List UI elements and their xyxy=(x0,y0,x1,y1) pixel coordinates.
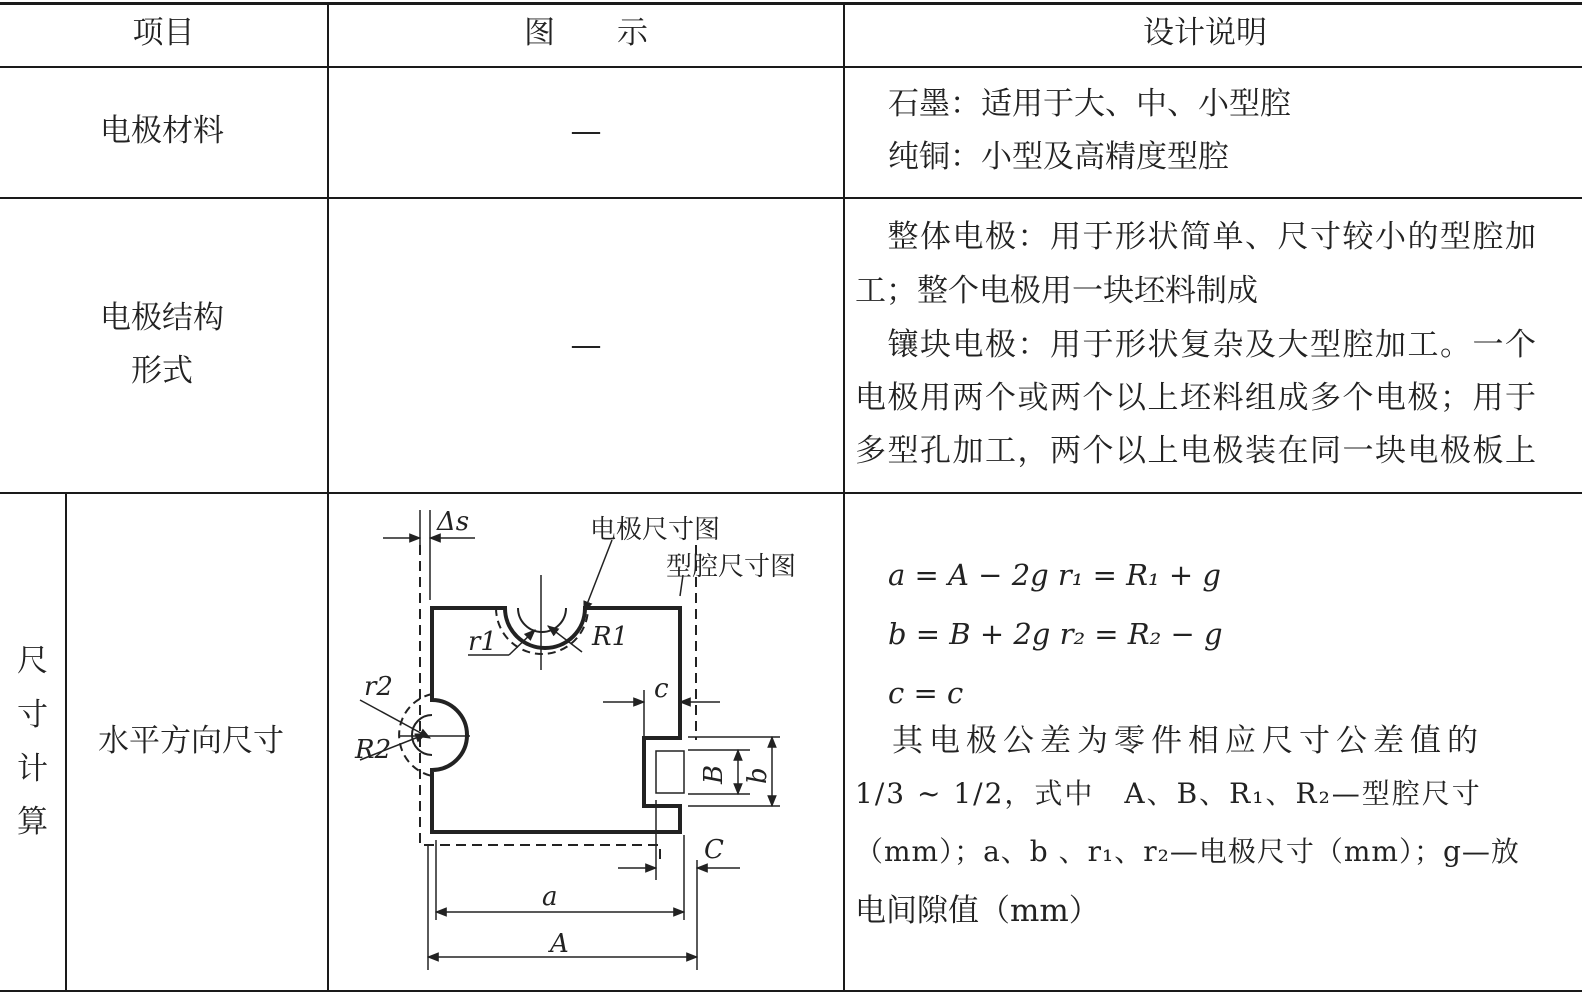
group-label-char4: 算 xyxy=(17,804,48,840)
header-bottom-border xyxy=(0,66,1582,68)
row2-bottom-border xyxy=(0,492,1582,494)
row2-desc-line1: 整体电极：用于形状简单、尺寸较小的型腔加 xyxy=(855,219,1538,255)
diagram-label-C: C xyxy=(704,835,724,865)
formula-line1: a = A − 2g r₁ = R₁ + g xyxy=(888,558,1221,592)
diagram-label-r1: r1 xyxy=(468,627,497,657)
electrode-size-diagram xyxy=(345,500,835,980)
diagram-label-R2: R2 xyxy=(355,735,392,765)
diagram-label-B: B xyxy=(699,764,729,784)
group-label-char3: 计 xyxy=(17,751,48,787)
row2-desc-line2: 工；整个电极用一块坯料制成 xyxy=(855,273,1258,309)
row2-item-line1: 电极结构 xyxy=(100,300,224,336)
row3-desc-line3: （mm）；a、b 、r₁、r₂—电极尺寸（mm）；g—放 xyxy=(855,835,1520,868)
header-figure: 图 示 xyxy=(524,15,648,51)
row1-bottom-border xyxy=(0,197,1582,199)
formula-line3: c = c xyxy=(888,676,964,710)
diagram-label-a: a xyxy=(542,882,558,912)
diagram-label-r2: r2 xyxy=(364,672,393,702)
diagram-label-c: c xyxy=(654,674,669,704)
diagram-label-A: A xyxy=(550,929,569,959)
row1-item: 电极材料 xyxy=(100,113,224,149)
row2-desc-line4: 电极用两个或两个以上坯料组成多个电极；用于 xyxy=(855,380,1538,416)
header-item: 项目 xyxy=(132,15,195,51)
row2-desc-line3: 镶块电极：用于形状复杂及大型腔加工。一个 xyxy=(855,327,1538,363)
table-top-border xyxy=(0,2,1582,5)
row1-desc-line2: 纯铜：小型及高精度型腔 xyxy=(888,139,1229,175)
diagram-label-delta-s: Δs xyxy=(437,507,470,537)
row3-desc-line2: 1/3 ~ 1/2，式中 A、B、R₁、R₂—型腔尺寸 xyxy=(855,777,1482,810)
diagram-label-electrode: 电极尺寸图 xyxy=(590,515,721,545)
diagram-label-R1: R1 xyxy=(592,622,629,652)
col-divider-2 xyxy=(843,2,845,992)
formula-line2: b = B + 2g r₂ = R₂ − g xyxy=(888,617,1223,651)
row1-figure: — xyxy=(570,113,602,149)
header-description: 设计说明 xyxy=(1143,15,1267,51)
row2-item-line2: 形式 xyxy=(131,353,193,389)
table-bottom-border xyxy=(0,990,1582,992)
row3-item: 水平方向尺寸 xyxy=(98,723,284,759)
row3-desc-line1: 其电极公差为零件相应尺寸公差值的 xyxy=(855,723,1484,759)
row2-figure: — xyxy=(570,327,602,363)
group-divider xyxy=(65,492,67,992)
col-divider-1 xyxy=(327,2,329,992)
row2-desc-line5: 多型孔加工，两个以上电极装在同一块电极板上 xyxy=(855,433,1538,469)
row3-desc-line4: 电间隙值（mm） xyxy=(855,893,1100,929)
diagram-label-b: b xyxy=(743,767,773,784)
diagram-label-cavity: 型腔尺寸图 xyxy=(666,552,797,582)
group-label-char1: 尺 xyxy=(17,643,48,679)
group-label-char2: 寸 xyxy=(17,697,48,733)
row1-desc-line1: 石墨：适用于大、中、小型腔 xyxy=(888,86,1291,122)
